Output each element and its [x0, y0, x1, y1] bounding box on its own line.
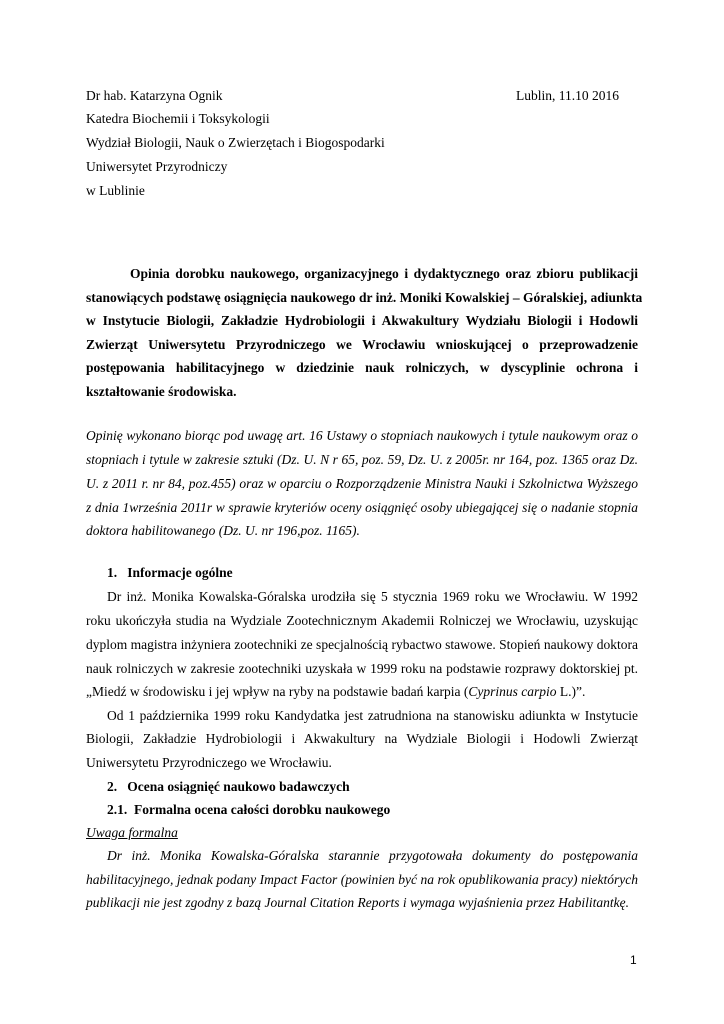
author-city: w Lublinie: [86, 183, 145, 198]
section-heading: 1. Informacje ogólne: [107, 565, 233, 580]
species-name: Cyprinus carpio: [468, 684, 557, 699]
title-line: Opinia dorobku naukowego, organizacyjnego i dydaktycznego oraz zbioru publikacji: [130, 266, 638, 281]
paragraph-line: Od 1 października 1999 roku Kandydatka jest zatrudniona na stanowisku adiunkta w Instytucie: [107, 708, 638, 723]
paragraph-line: Biologii, Zakładzie Hydrobiologii i Akwakultury na Wydziale Biologii i Hodowli Zwierząt: [86, 731, 638, 746]
note-line: habilitacyjnego, jednak podany Impact Factor (powinien być na rok opublikowania pracy) niektórych: [86, 872, 638, 887]
dissertation-title-end: L.)”.: [556, 684, 586, 699]
title-line: postępowania habilitacyjnego w dziedzinie nauk rolniczych, w dyscyplinie ochrona i: [86, 360, 638, 375]
subsection-heading: 2.1. Formalna ocena całości dorobku naukowego: [107, 802, 391, 817]
author-name: Dr hab. Katarzyna Ognik: [86, 88, 223, 103]
paragraph-line: Dr inż. Monika Kowalska-Góralska urodziła się 5 stycznia 1969 roku we Wrocławiu. W 1992: [107, 589, 638, 604]
paragraph-line: [86, 684, 585, 700]
author-department: Katedra Biochemii i Toksykologii: [86, 111, 270, 126]
title-line: w Instytucie Biologii, Zakładzie Hydrobiologii i Akwakultury Wydziału Biologii i Hodowli: [86, 313, 638, 328]
paragraph-line: nauk rolniczych w zakresie zootechniki uzyskała w 1999 roku na podstawie rozprawy doktorskiej pt.: [86, 661, 638, 676]
paragraph-line: Uniwersytetu Przyrodniczego we Wrocławiu.: [86, 755, 332, 770]
basis-line: doktora habilitowanego (Dz. U. nr 196,poz. 1165).: [86, 523, 360, 538]
note-heading: Uwaga formalna: [86, 825, 178, 840]
author-faculty: Wydział Biologii, Nauk o Zwierzętach i Biogospodarki: [86, 135, 385, 150]
basis-line: U. z 2011 r. nr 84, poz.455) oraz w oparciu o Rozporządzenie Ministra Nauki i Szkolnictwa Wyższego: [86, 476, 638, 491]
basis-line: z dnia 1września 2011r w sprawie kryteriów oceny osiągnięć osoby ubiegającej się o nadanie stopnia: [86, 500, 638, 515]
note-line: publikacji nie jest zgodny z bazą Journal Citation Reports i wymaga wyjaśnienia przez Habilitantkę.: [86, 895, 629, 910]
page-number: 1: [630, 953, 637, 967]
title-line: kształtowanie środowiska.: [86, 384, 237, 399]
basis-line: Opinię wykonano biorąc pod uwagę art. 16 Ustawy o stopniach naukowych i tytule naukowym oraz o: [86, 428, 638, 443]
paragraph-line: dyplom magistra inżyniera zootechniki ze specjalnością rybactwo stawowe. Stopień naukowy doktora: [86, 637, 638, 652]
place-date: Lublin, 11.10 2016: [516, 88, 619, 103]
author-university: Uniwersytet Przyrodniczy: [86, 159, 228, 174]
dissertation-title-text: „Miedź w środowisku i jej wpływ na ryby na podstawie badań karpia (: [86, 684, 469, 699]
title-line: Zwierząt Uniwersytetu Przyrodniczego we Wrocławiu wnioskującej o przeprowadzenie: [86, 337, 638, 352]
paragraph-line: roku ukończyła studia na Wydziale Zootechnicznym Akademii Rolniczej we Wrocławiu, uzyskując: [86, 613, 638, 628]
title-line: stanowiących podstawę osiągnięcia naukowego dr inż. Moniki Kowalskiej – Góralskiej, adiunkta: [86, 290, 643, 305]
basis-line: stopniach i tytule w zakresie sztuki (Dz. U. N r 65, poz. 59, Dz. U. z 2005r. nr 164, poz. 1365 oraz Dz.: [86, 452, 638, 467]
note-line: Dr inż. Monika Kowalska-Góralska starannie przygotowała dokumenty do postępowania: [107, 848, 638, 863]
section-heading: 2. Ocena osiągnięć naukowo badawczych: [107, 779, 350, 794]
